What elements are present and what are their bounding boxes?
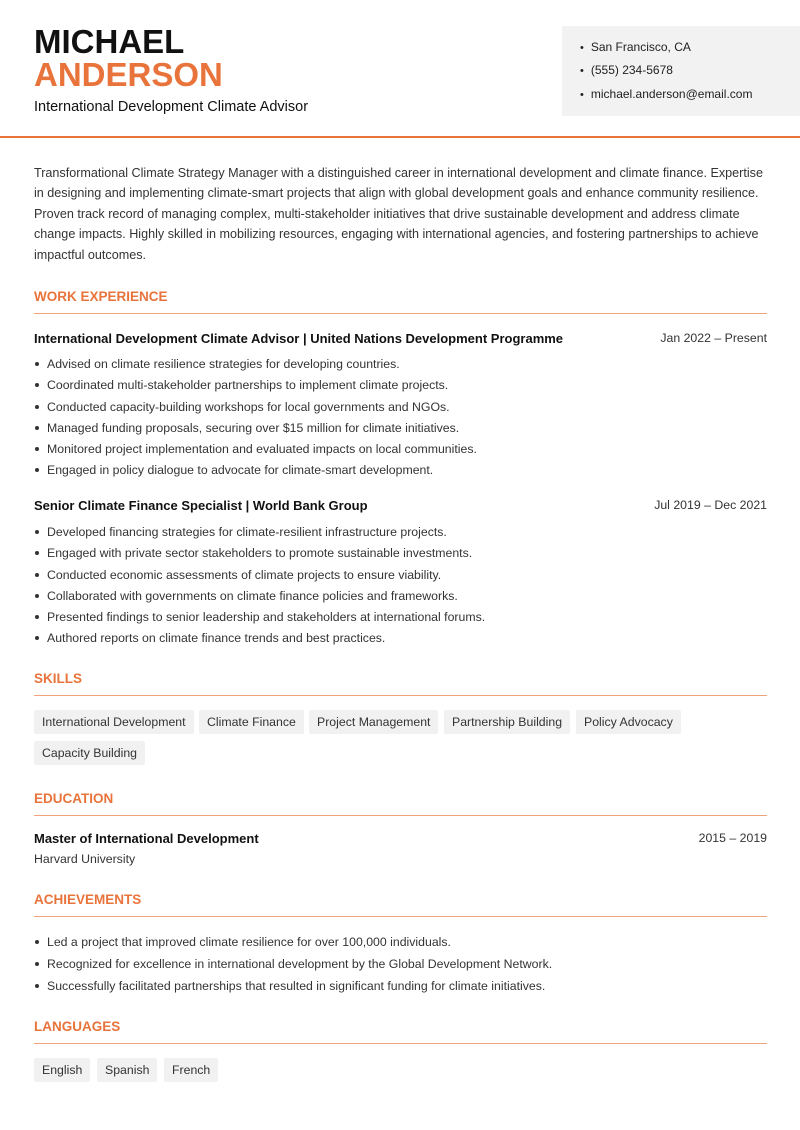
achievements-heading: ACHIEVEMENTS [34,892,767,917]
list-item: Managed funding proposals, securing over $15 million for climate initiatives. [34,421,767,442]
skill-tag: Capacity Building [34,741,145,765]
education-degree: Master of International Development [34,831,259,846]
first-name: MICHAEL [34,23,185,60]
work-experience-heading: WORK EXPERIENCE [34,289,767,314]
job-dates: Jan 2022 – Present [660,331,767,345]
list-item: Successfully facilitated partnerships that resulted in significant funding for climate initiatives. [34,979,767,1001]
skill-tag: Partnership Building [444,710,570,734]
job-title: Senior Climate Finance Specialist | World Bank Group [34,498,368,513]
skill-tag: International Development [34,710,194,734]
skill-tag: Policy Advocacy [576,710,681,734]
job-dates: Jul 2019 – Dec 2021 [654,498,767,512]
list-item: Conducted economic assessments of climate projects to ensure viability. [34,568,767,589]
education-heading: EDUCATION [34,791,767,816]
achievements-list [34,935,767,1001]
languages-heading: LANGUAGES [34,1019,767,1044]
list-item: Advised on climate resilience strategies for developing countries. [34,357,767,378]
list-item: Authored reports on climate finance trends and best practices. [34,631,767,652]
skill-tag: Climate Finance [199,710,304,734]
job-bullets [34,525,767,653]
list-item: Engaged in policy dialogue to advocate for climate-smart development. [34,463,767,484]
education-dates: 2015 – 2019 [698,831,767,845]
skills-heading: SKILLS [34,671,767,696]
contact-email: • michael.anderson@email.com [580,87,752,101]
job-title-subtitle: International Development Climate Advisor [34,99,309,115]
summary-paragraph: Transformational Climate Strategy Manager with a distinguished career in international development and climate finance. Expertise in designing and implementing climate-smart projects that align with global development goals and enhance community resilience. Proven track record of managing complex, multi-stakeholder initiatives that drive sustainable development and address climate change impacts. Highly skilled in mobilizing resources, engaging with international agencies, and fostering partnerships to achieve impactful outcomes. [34,166,763,262]
skill-tag: Project Management [309,710,438,734]
list-item: Engaged with private sector stakeholders to promote sustainable investments. [34,546,767,567]
list-item: Conducted capacity-building workshops for local governments and NGOs. [34,400,767,421]
list-item: Developed financing strategies for climate-resilient infrastructure projects. [34,525,767,546]
resume-header [0,0,800,138]
language-tag: English [34,1058,90,1082]
list-item: Monitored project implementation and evaluated impacts on local communities. [34,442,767,463]
contact-phone: • (555) 234-5678 [580,63,673,77]
job-bullets [34,357,767,485]
last-name: ANDERSON [34,56,223,93]
list-item: Presented findings to senior leadership and stakeholders at international forums. [34,610,767,631]
education-school: Harvard University [34,852,136,866]
language-tag: Spanish [97,1058,157,1082]
list-item: Collaborated with governments on climate finance policies and frameworks. [34,589,767,610]
list-item: Led a project that improved climate resilience for over 100,000 individuals. [34,935,767,957]
list-item: Coordinated multi-stakeholder partnerships to implement climate projects. [34,378,767,399]
language-tag: French [164,1058,218,1082]
contact-box [562,26,800,116]
job-title: International Development Climate Advisor | United Nations Development Programme [34,331,564,346]
list-item: Recognized for excellence in international development by the Global Development Network. [34,957,767,979]
contact-location: • San Francisco, CA [580,40,691,54]
